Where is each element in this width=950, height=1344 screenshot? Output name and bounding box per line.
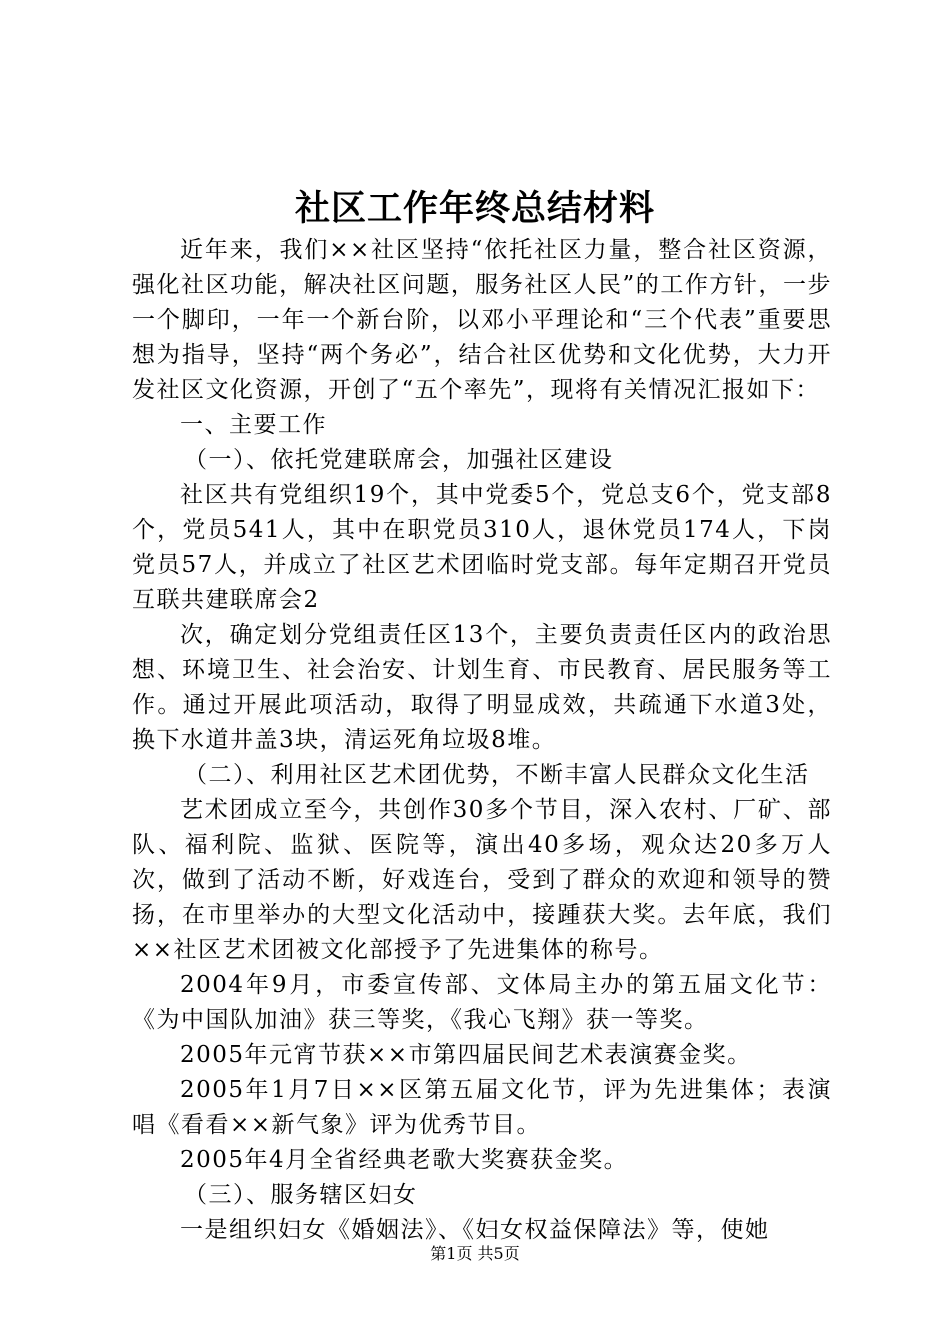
subsection-heading-1: （一）、依托党建联席会，加强社区建设 — [184, 447, 614, 473]
subsection-heading-2: （二）、利用社区艺术团优势，不断丰富人民群众文化生活 — [184, 762, 810, 788]
paragraph-women-service: 一是组织妇女《婚姻法》、《妇女权益保障法》等，使她 — [180, 1217, 770, 1243]
paragraph-award-2005-apr: 2005年4月全省经典老歌大奖赛获金奖。 — [180, 1147, 629, 1173]
paragraph-award-2005-lantern: 2005年元宵节获××市第四届民间艺术表演赛金奖。 — [180, 1042, 752, 1068]
document-body — [132, 233, 832, 1248]
section-heading-main-work: 一、主要工作 — [180, 412, 327, 438]
paragraph-responsibility-zones: 次，确定划分党组责任区13个，主要负责责任区内的政治思想、环境卫生、社会治安、计划生育、市民教育、居民服务等工作。通过开展此项活动，取得了明显成效，共疏通下水道3处，换下水道井盖3块，清运死角垃圾8堆。 — [132, 622, 832, 753]
document-title: 社区工作年终总结材料 — [294, 188, 655, 229]
paragraph-award-2005-jan: 2005年1月7日××区第五届文化节，评为先进集体；表演唱《看看××新气象》评为优秀节目。 — [132, 1077, 832, 1138]
paragraph-award-2004: 2004年9月，市委宣传部、文体局主办的第五届文化节：《为中国队加油》获三等奖，《我心飞翔》获一等奖。 — [132, 972, 832, 1033]
subsection-heading-3: （三）、服务辖区妇女 — [184, 1182, 418, 1208]
paragraph-party-organizations: 社区共有党组织19个，其中党委5个，党总支6个，党支部8个，党员541人，其中在职党员310人，退休党员174人，下岗党员57人，并成立了社区艺术团临时党支部。每年定期召开党员互联共建联席会2 — [132, 482, 832, 613]
intro-paragraph: 近年来，我们××社区坚持“依托社区力量，整合社区资源，强化社区功能，解决社区问题，服务社区人民”的工作方针，一步一个脚印，一年一个新台阶，以邓小平理论和“三个代表”重要思想为指导，坚持“两个务必”，结合社区优势和文化优势，大力开发社区文化资源，开创了“五个率先”，现将有关情况汇报如下： — [132, 237, 832, 403]
page-footer: 第1页 共5页 — [430, 1244, 520, 1263]
paragraph-art-troupe: 艺术团成立至今，共创作30多个节目，深入农村、厂矿、部队、福利院、监狱、医院等，演出40多场，观众达20多万人次，做到了活动不断，好戏连台，受到了群众的欢迎和领导的赞扬，在市里举办的大型文化活动中，接踵获大奖。去年底，我们××社区艺术团被文化部授予了先进集体的称号。 — [132, 797, 832, 963]
